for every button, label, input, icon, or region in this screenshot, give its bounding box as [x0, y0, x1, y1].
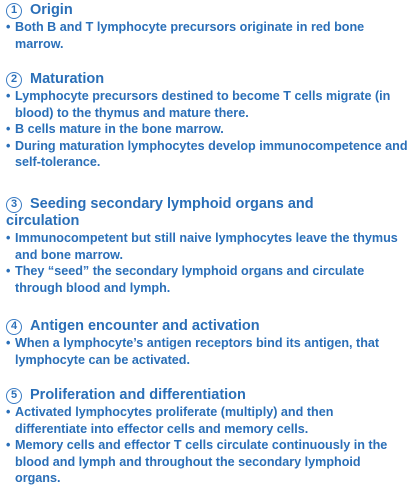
section-title: Antigen encounter and activation	[30, 318, 260, 334]
section-heading	[6, 318, 408, 335]
section-title: Proliferation and differentiation	[30, 387, 246, 403]
section-seeding	[6, 196, 408, 296]
bullet-list	[6, 230, 408, 296]
bullet-list	[6, 404, 408, 487]
section-title: Seeding secondary lymphoid organs and	[30, 196, 314, 212]
bullet-list	[6, 335, 408, 368]
step-number-2-icon: 2	[6, 72, 22, 88]
bullet-item: • Immunocompetent but still naive lymphocytes leave the thymus and bone marrow.	[6, 230, 408, 263]
bullet-item: • They “seed” the secondary lymphoid organs and circulate through blood and lymph.	[6, 263, 408, 296]
bullet-item: • When a lymphocyte’s antigen receptors bind its antigen, that lymphocyte can be activated.	[6, 335, 408, 368]
section-title: Maturation	[30, 71, 105, 87]
section-title-continued: circulation	[6, 213, 80, 229]
bullet-item: • Both B and T lymphocyte precursors originate in red bone marrow.	[6, 19, 408, 52]
bullet-item: • During maturation lymphocytes develop immunocompetence and self-tolerance.	[6, 138, 408, 171]
step-number-4-icon: 4	[6, 319, 22, 335]
step-number-3-icon: 3	[6, 197, 22, 213]
section-proliferation	[6, 387, 408, 487]
bullet-list	[6, 19, 408, 52]
section-maturation	[6, 71, 408, 171]
bullet-item: • Lymphocyte precursors destined to become T cells migrate (in blood) to the thymus and mature there.	[6, 88, 408, 121]
bullet-item: • Memory cells and effector T cells circulate continuously in the blood and lymph and throughout the secondary lymphoid organs.	[6, 437, 408, 487]
section-title: Origin	[30, 2, 73, 18]
section-antigen-encounter	[6, 318, 408, 368]
section-heading	[6, 196, 408, 213]
section-heading	[6, 387, 408, 404]
section-origin	[6, 2, 408, 52]
bullet-list	[6, 88, 408, 171]
bullet-item: • Activated lymphocytes proliferate (multiply) and then differentiate into effector cells and memory cells.	[6, 404, 408, 437]
section-heading	[6, 2, 408, 19]
bullet-item: • B cells mature in the bone marrow.	[6, 121, 408, 138]
section-heading	[6, 71, 408, 88]
step-number-5-icon: 5	[6, 388, 22, 404]
step-number-1-icon: 1	[6, 3, 22, 19]
